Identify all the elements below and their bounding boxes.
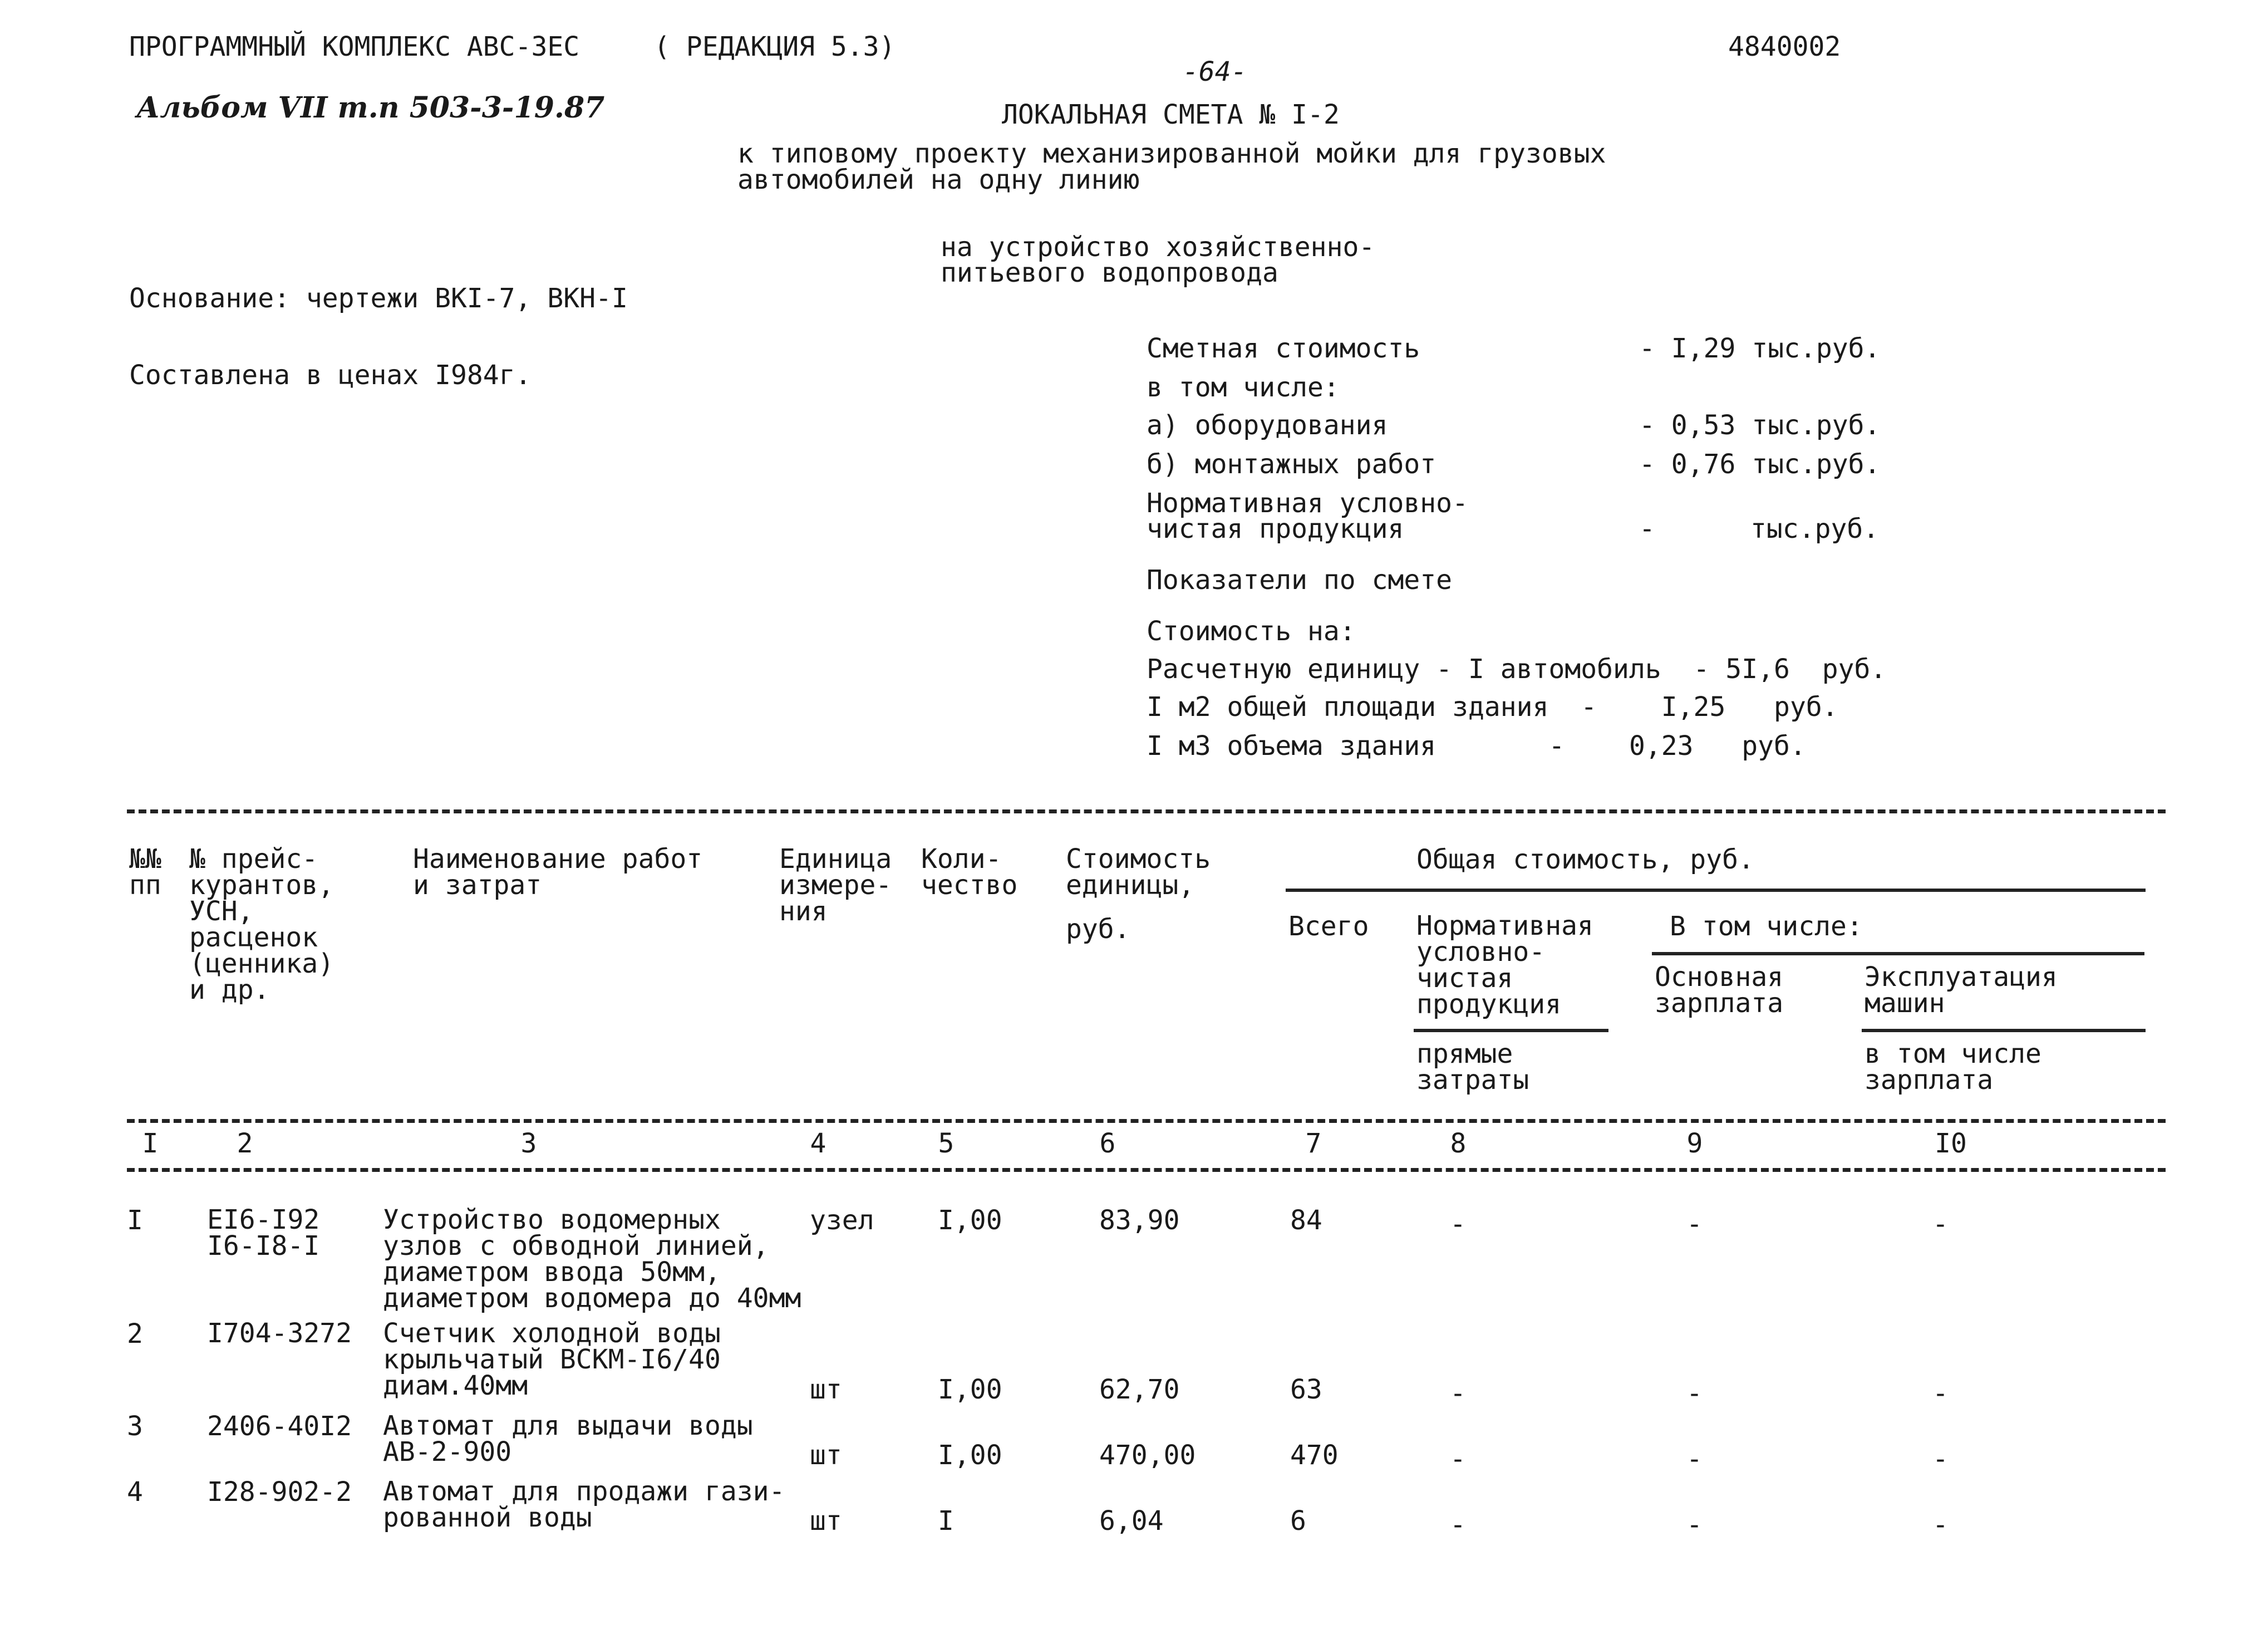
row-2-code: I704-3272: [207, 1318, 352, 1349]
row-2-price: 62,70: [1099, 1374, 1180, 1405]
row-1-qty: I,00: [938, 1205, 1002, 1236]
installation-label: б) монтажных работ: [1147, 449, 1436, 480]
row-4-c9: -: [1686, 1509, 1703, 1540]
row-1-c8: -: [1450, 1209, 1466, 1240]
numbers-bottom-rule: [127, 1168, 2166, 1172]
row-2-unit: шт: [810, 1374, 842, 1405]
header-col-price: Стоимость единицы,: [1066, 843, 1211, 901]
indicators-label: Показатели по смете: [1147, 565, 1453, 596]
row-1-code: ЕI6-I92 I6-I8-I: [207, 1204, 320, 1262]
header-col-unit: Единица измере- ния: [779, 843, 892, 927]
column-number: 6: [1099, 1128, 1116, 1159]
header-col-num: №№ пп: [129, 843, 161, 901]
column-number: 9: [1686, 1128, 1703, 1159]
row-3-c10: -: [1932, 1444, 1949, 1475]
row-4-name: Автомат для продажи гази- рованной воды: [383, 1476, 785, 1533]
row-2-qty: I,00: [938, 1374, 1002, 1405]
row-1-name: Устройство водомерных узлов с обводной линией, диаметром ввода 50мм, диаметром водомера до 40мм: [383, 1204, 801, 1314]
estimate-subtitle-line-1: к типовому проекту механизированной мойки для грузовых: [737, 138, 1606, 169]
estimate-purpose-line-1: на устройство хозяйственно-: [941, 232, 1375, 263]
basis-drawings: Основание: чертежи ВКI-7, ВКН-I: [129, 283, 628, 314]
header-bottom-rule: [127, 1119, 2166, 1123]
per-m2-cost: I м2 общей площади здания - I,25 руб.: [1147, 691, 1838, 723]
row-1-total: 84: [1290, 1205, 1322, 1236]
edition-label: ( РЕДАКЦИЯ 5.3): [654, 31, 896, 62]
header-col-salary: Основная зарплата: [1655, 961, 1784, 1019]
row-3-qty: I,00: [938, 1440, 1002, 1471]
row-2-name: Счетчик холодной воды крыльчатый ВСКМ-I6/40 диам.40мм: [383, 1318, 721, 1401]
row-4-total: 6: [1290, 1505, 1306, 1537]
normative-unit: тыс.руб.: [1750, 513, 1880, 544]
per-unit-cost: Расчетную единицу - I автомобиль - 5I,6 руб.: [1147, 654, 1887, 685]
header-col-qty: Коли- чество: [921, 843, 1018, 901]
row-3-total: 470: [1290, 1440, 1339, 1471]
row-3-num: 3: [127, 1411, 143, 1442]
row-1-c9: -: [1686, 1209, 1703, 1240]
including-label: в том числе:: [1147, 372, 1340, 403]
row-4-qty: I: [938, 1505, 954, 1537]
cost-value: - I,29 тыс.руб.: [1639, 333, 1881, 364]
column-number: 7: [1305, 1128, 1322, 1159]
header-incl: В том числе:: [1670, 911, 1863, 942]
row-1-unit: узел: [810, 1205, 874, 1236]
row-3-unit: шт: [810, 1440, 842, 1471]
column-number: 4: [810, 1128, 826, 1159]
column-number: 8: [1450, 1128, 1467, 1159]
equipment-value: - 0,53 тыс.руб.: [1639, 410, 1881, 441]
row-2-num: 2: [127, 1318, 143, 1349]
row-3-code: 2406-40I2: [207, 1411, 352, 1442]
row-4-num: 4: [127, 1476, 143, 1508]
row-2-c9: -: [1686, 1378, 1703, 1409]
row-1-c10: -: [1932, 1209, 1949, 1240]
program-name: ПРОГРАММНЫЙ КОМПЛЕКС АВС-ЗЕС: [129, 31, 580, 62]
estimate-heading: ЛОКАЛЬНАЯ СМЕТА № I-2: [1002, 99, 1340, 130]
row-4-c10: -: [1932, 1509, 1949, 1540]
row-4-c8: -: [1450, 1509, 1466, 1540]
row-2-c10: -: [1932, 1378, 1949, 1409]
row-2-c8: -: [1450, 1378, 1466, 1409]
row-3-name: Автомат для выдачи воды АВ-2-900: [383, 1410, 753, 1468]
incl-group-rule: [1652, 952, 2144, 955]
header-total-group: Общая стоимость, руб.: [1416, 844, 1754, 875]
column-number: 5: [938, 1128, 955, 1159]
row-1-price: 83,90: [1099, 1205, 1180, 1236]
per-m3-cost: I м3 объема здания - 0,23 руб.: [1147, 730, 1806, 762]
equipment-label: а) оборудования: [1147, 410, 1388, 441]
row-3-c8: -: [1450, 1444, 1466, 1475]
normative-label-1: Нормативная условно-: [1147, 488, 1468, 519]
album-handwritten-note: Альбом VII т.п 503-3-19.87: [136, 91, 605, 125]
page-number: -64-: [1183, 56, 1247, 87]
normative-dash: -: [1639, 513, 1655, 544]
row-4-price: 6,04: [1099, 1505, 1164, 1537]
row-4-unit: шт: [810, 1505, 842, 1537]
installation-value: - 0,76 тыс.руб.: [1639, 449, 1881, 480]
price-base: Составлена в ценах I984г.: [129, 360, 532, 391]
row-3-c9: -: [1686, 1444, 1703, 1475]
column-number: I: [142, 1128, 159, 1159]
header-col-direct-costs: прямые затраты: [1416, 1038, 1529, 1096]
c8-sub-rule: [1414, 1029, 1608, 1032]
header-col-name: Наименование работ и затрат: [413, 843, 703, 901]
header-col-total: Всего: [1288, 911, 1369, 942]
estimate-subtitle-line-2: автомобилей на одну линию: [737, 164, 1140, 195]
total-group-rule: [1286, 889, 2146, 892]
column-number: I0: [1935, 1128, 1967, 1159]
row-3-price: 470,00: [1099, 1440, 1196, 1471]
header-col-machines-salary: в том числе зарплата: [1864, 1038, 2041, 1096]
estimate-purpose-line-2: питьевого водопровода: [941, 257, 1278, 288]
normative-label-2: чистая продукция: [1147, 513, 1404, 544]
header-col-price-unit: руб.: [1066, 914, 1130, 945]
cost-label: Сметная стоимость: [1147, 333, 1420, 364]
column-number: 3: [520, 1128, 537, 1159]
header-col-code: № прейс- курантов, УСН, расценок (ценника) и др.: [189, 843, 334, 1005]
row-1-num: I: [127, 1205, 143, 1236]
document-code: 4840002: [1728, 31, 1841, 62]
header-col-normative: Нормативная условно- чистая продукция: [1416, 910, 1593, 1020]
cost-per-label: Стоимость на:: [1147, 616, 1356, 647]
table-top-rule: [127, 809, 2166, 813]
row-4-code: I28-902-2: [207, 1476, 352, 1508]
header-col-machines: Эксплуатация машин: [1864, 961, 2058, 1019]
column-number: 2: [237, 1128, 253, 1159]
row-2-total: 63: [1290, 1374, 1322, 1405]
c10-sub-rule: [1862, 1029, 2146, 1032]
